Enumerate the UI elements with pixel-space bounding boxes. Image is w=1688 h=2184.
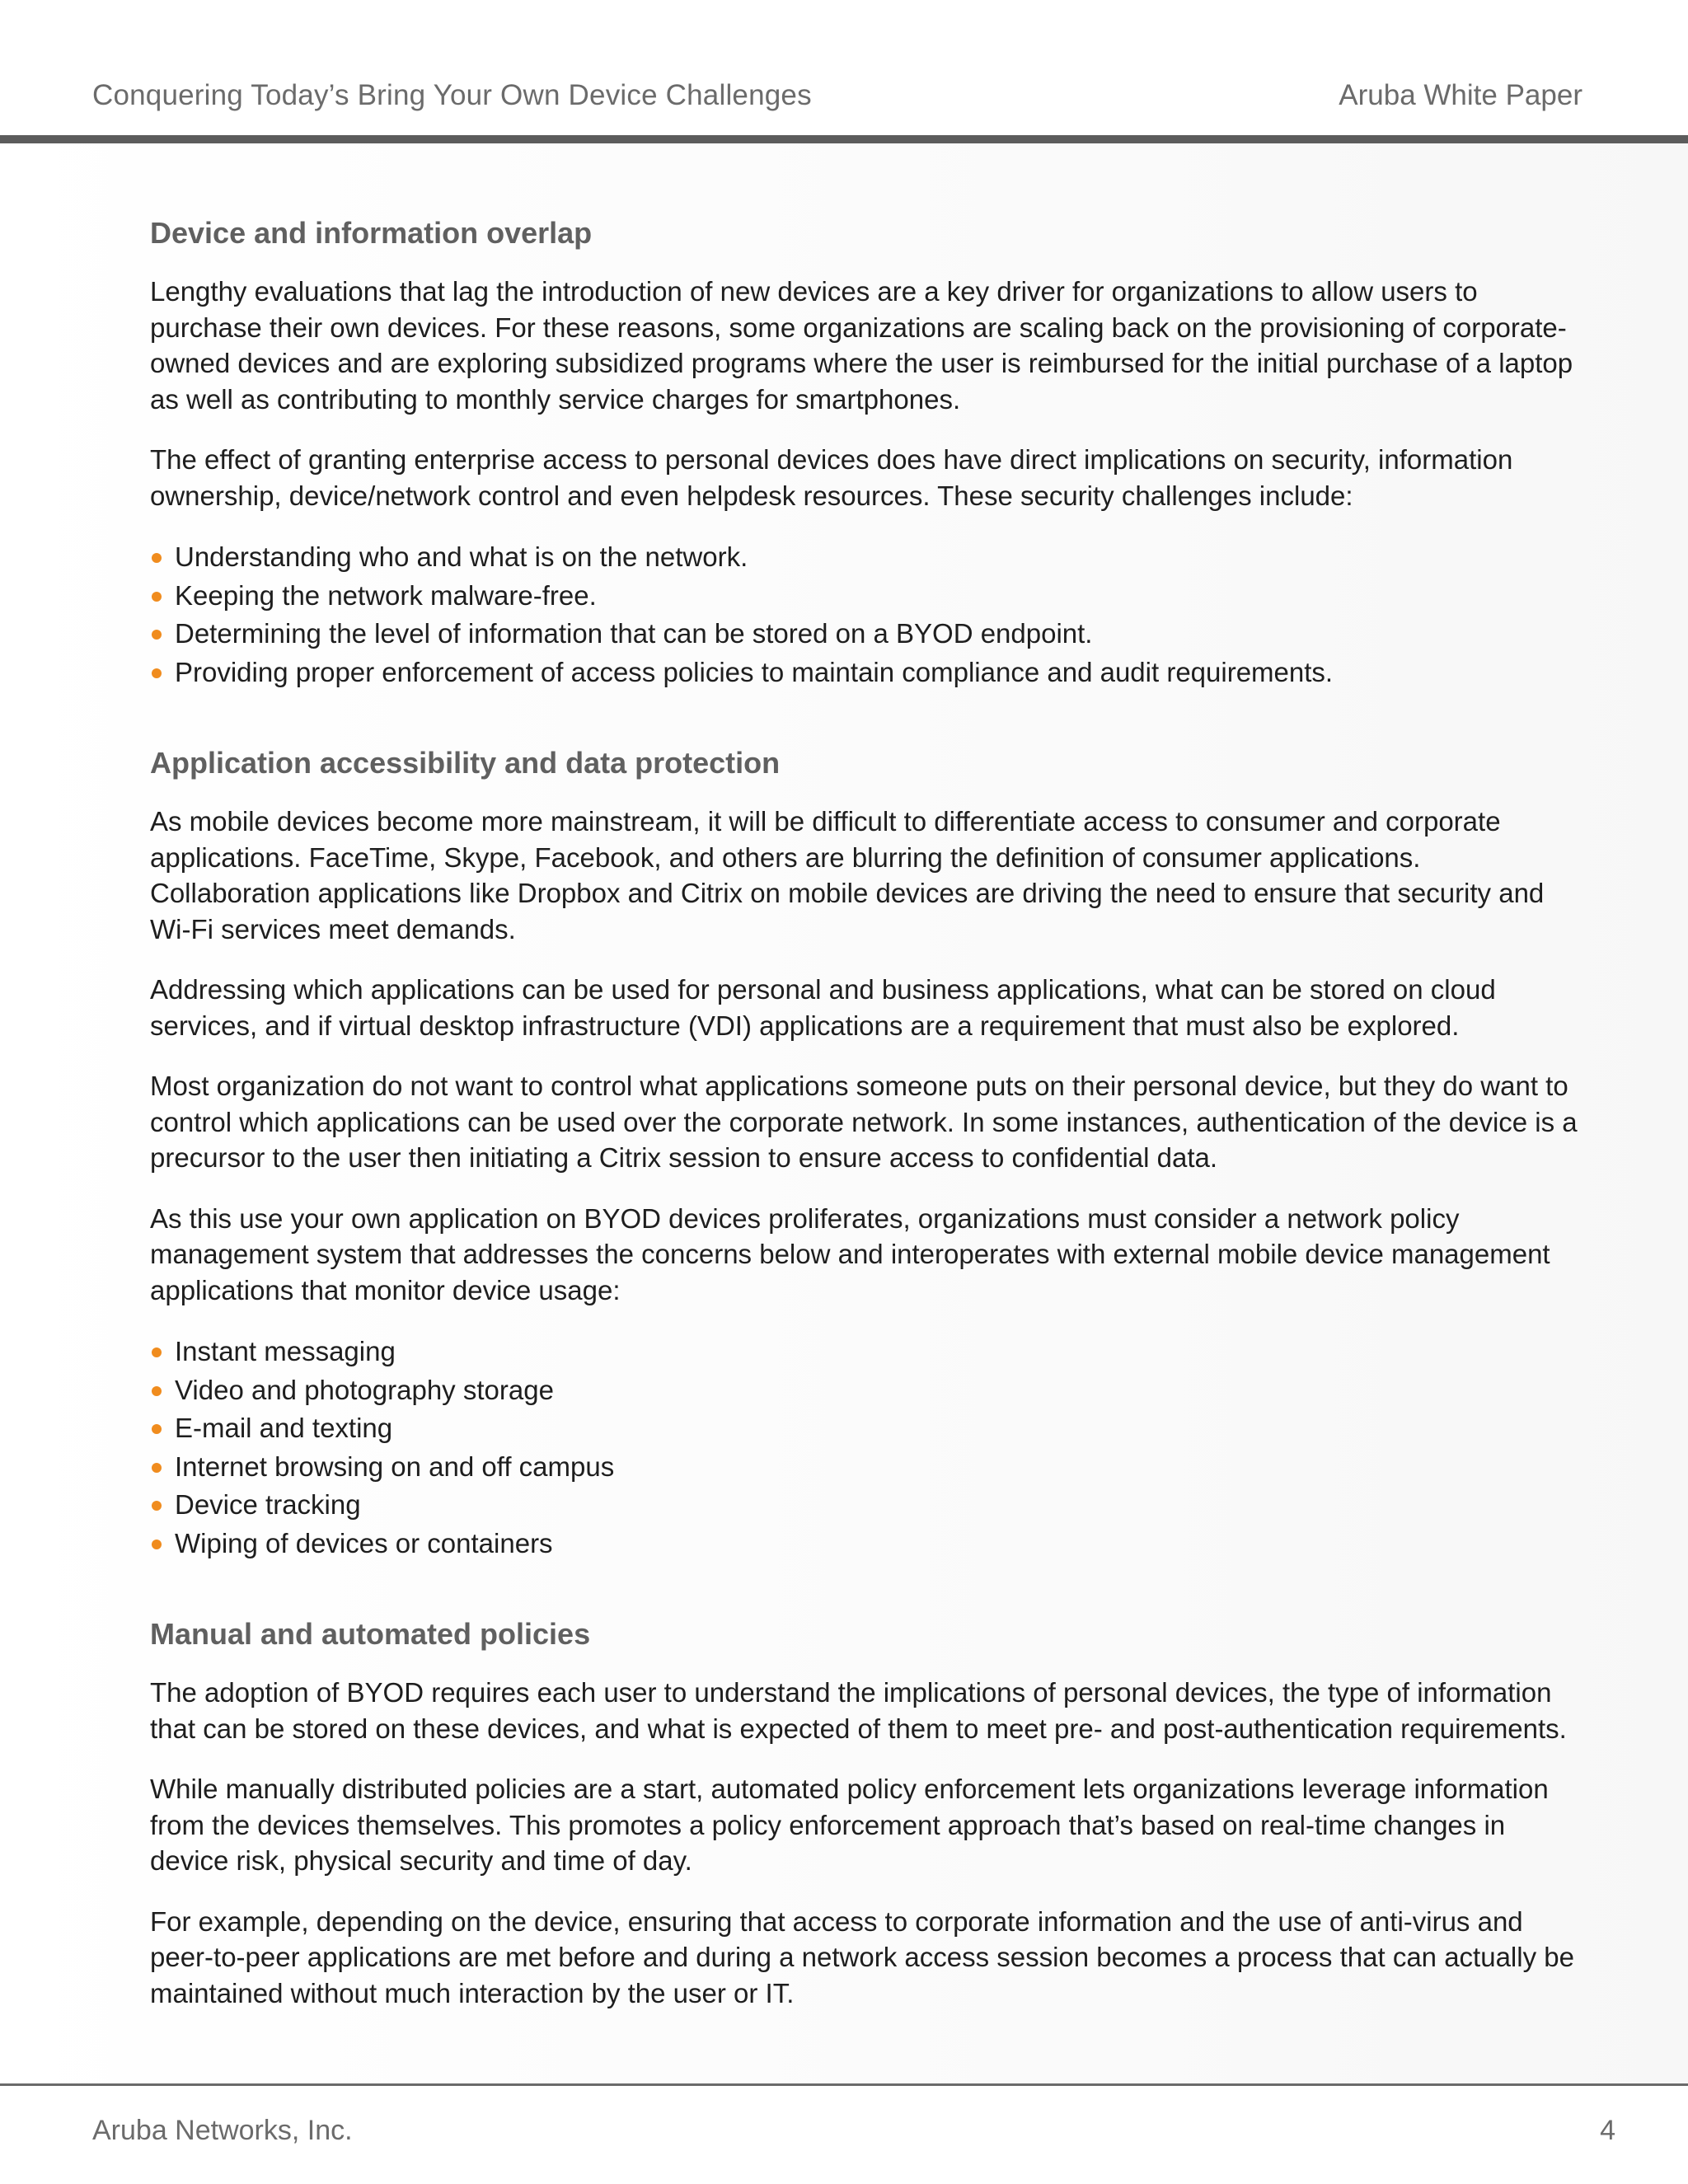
page-content [150,211,1584,2060]
list-item-text: E-mail and texting [175,1413,393,1443]
list-item-text: Keeping the network malware-free. [175,579,597,611]
list-item-text: Wiping of devices or containers [175,1527,553,1558]
paragraph: The effect of granting enterprise access to personal devices does have direct implications on security, information ownership, device/network control and even helpdesk resources. These security challenges include: [150,444,1513,511]
bullet-dot-icon [152,1540,162,1549]
list-item-text: Device tracking [175,1489,361,1520]
footer-company: Aruba Networks, Inc. [92,2115,353,2146]
list-item [150,538,1584,577]
list-item [150,1525,1584,1563]
paragraph: Most organization do not want to control what applications someone puts on their personal device, but they do want to control which applications can be used over the corporate network. In some instances, authentication of the device is a precursor to the user then initiating a Citrix session to ensure access to confidential data. [150,1071,1578,1173]
bullet-list [150,538,1584,691]
paragraph: As mobile devices become more mainstream, it will be difficult to differentiate access to consumer and corporate applications. FaceTime, Skype, Facebook, and others are blurring the definition of consumer applications. Collaboration applications like Dropbox and Citrix on mobile devices are driving the need to ensure that security and Wi-Fi services meet demands. [150,806,1545,944]
list-item [150,1371,1584,1410]
list-item [150,1409,1584,1448]
bullet-dot-icon [152,1501,162,1511]
bullet-dot-icon [152,1347,162,1357]
bullet-dot-icon [152,553,162,563]
bullet-dot-icon [152,592,162,602]
bullet-dot-icon [152,1424,162,1434]
section-heading: Device and information overlap [150,216,593,250]
paragraph: For example, depending on the device, ensuring that access to corporate information and the use of anti-virus and peer-to-peer applications are met before and during a network access session becomes a process that can actually be maintained without much interaction by the user or IT. [150,1905,1574,2008]
list-item-text: Video and photography storage [175,1374,554,1405]
section-heading: Manual and automated policies [150,1617,591,1651]
list-item-text: Internet browsing on and off campus [175,1451,615,1482]
list-item [150,1486,1584,1525]
page-header [0,0,1688,145]
section-application-accessibility [150,741,1584,1563]
list-item [150,577,1584,616]
bullet-dot-icon [152,1386,162,1396]
bullet-dot-icon [152,1463,162,1473]
list-item-text: Instant messaging [175,1336,396,1366]
section-manual-automated-policies [150,1612,1584,2011]
footer-divider [0,2083,1688,2086]
paragraph: As this use your own application on BYOD devices proliferates, organizations must consider a network policy management system that addresses the concerns below and interoperates with external mobile device management applications that monitor device usage: [150,1202,1550,1305]
list-item-text: Understanding who and what is on the network. [175,541,748,572]
paragraph: Lengthy evaluations that lag the introduction of new devices are a key driver for organizations to allow users to purchase their own devices. For these reasons, some organizations are scaling back on the provisioning of corporate-owned devices and are exploring subsidized programs where the user is reimbursed for the initial purchase of a laptop as well as contributing to monthly service charges for smartphones. [150,276,1573,415]
bullet-dot-icon [152,630,162,640]
document-title: Conquering Today’s Bring Your Own Device Challenges [92,79,812,111]
list-item [150,1333,1584,1371]
paragraph: The adoption of BYOD requires each user to understand the implications of personal devices, the type of information that can be stored on these devices, and what is expected of them to meet pre- and post-authentication requirements. [150,1677,1567,1744]
document-brand: Aruba White Paper [1339,79,1582,111]
paragraph: Addressing which applications can be used for personal and business applications, what can be stored on cloud services, and if virtual desktop infrastructure (VDI) applications are a requirement that must also be explored. [150,974,1496,1041]
paragraph: While manually distributed policies are a start, automated policy enforcement lets organizations leverage information from the devices themselves. This promotes a policy enforcement approach that’s based on real-time changes in device risk, physical security and time of day. [150,1774,1549,1876]
page-number: 4 [1600,2115,1615,2146]
header-divider [0,135,1688,143]
list-item [150,654,1584,692]
list-item [150,615,1584,654]
list-item-text: Determining the level of information that can be stored on a BYOD endpoint. [175,618,1093,649]
bullet-list [150,1333,1584,1563]
list-item [150,1448,1584,1487]
bullet-dot-icon [152,668,162,678]
section-device-information-overlap [150,211,1584,691]
section-heading: Application accessibility and data protection [150,746,781,780]
list-item-text: Providing proper enforcement of access policies to maintain compliance and audit requirements. [175,656,1334,687]
